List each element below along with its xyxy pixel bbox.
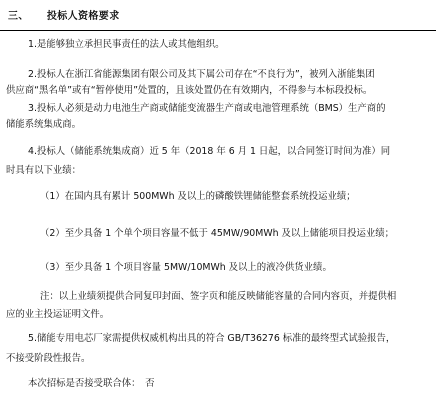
- requirement-3-line-1: 3.投标人必须是动力电池生产商或储能变流器生产商或电池管理系统（BMS）生产商的: [28, 103, 386, 114]
- performance-item-2: （2）至少具备 1 个单个项目容量不低于 45MW/90MWh 及以上储能项目投运业绩；: [40, 228, 395, 239]
- section-title: [8, 11, 120, 23]
- requirement-2-line-2: 供应商“黑名单”或有“暂停使用”处置的，且该处置仍在有效期内，不得参与本标段投标。: [6, 85, 373, 96]
- performance-item-3: （3）至少具备 1 个项目容量 5MW/10MWh 及以上的液冷供货业绩。: [40, 262, 332, 273]
- section-number: 三、: [8, 11, 29, 22]
- requirement-2-line-1: 2.投标人在浙江省能源集团有限公司及其下属公司存在“不良行为”，被列入浙能集团: [28, 69, 375, 80]
- requirement-5-line-1: 5.储能专用电芯厂家需提供权威机构出具的符合 GB/T36276 标准的最终型式试验报告，: [28, 333, 396, 344]
- performance-item-1: （1）在国内具有累计 500MWh 及以上的磷酸铁锂储能整套系统投运业绩；: [40, 191, 356, 202]
- requirement-1: 1.是能够独立承担民事责任的法人或其他组织。: [28, 39, 225, 50]
- note-line-2: 应的业主投运证明文件。: [6, 309, 110, 320]
- section-heading: 投标人资格要求: [46, 11, 120, 22]
- joint-venture-statement: 本次招标是否接受联合体： 否: [28, 378, 155, 389]
- requirement-4-line-1: 4.投标人（储能系统集成商）近 5 年（2018 年 6 月 1 日起，以合同签订时间为准）同: [28, 146, 391, 157]
- title-divider: [0, 30, 436, 31]
- requirement-4-line-2: 时具有以下业绩：: [6, 165, 82, 176]
- requirement-5-line-2: 不接受阶段性报告。: [6, 353, 91, 364]
- note-line-1: 注：以上业绩须提供合同复印封面、签字页和能反映储能容量的合同内容页，并提供相: [40, 291, 397, 302]
- requirement-3-line-2: 储能系统集成商。: [6, 119, 82, 130]
